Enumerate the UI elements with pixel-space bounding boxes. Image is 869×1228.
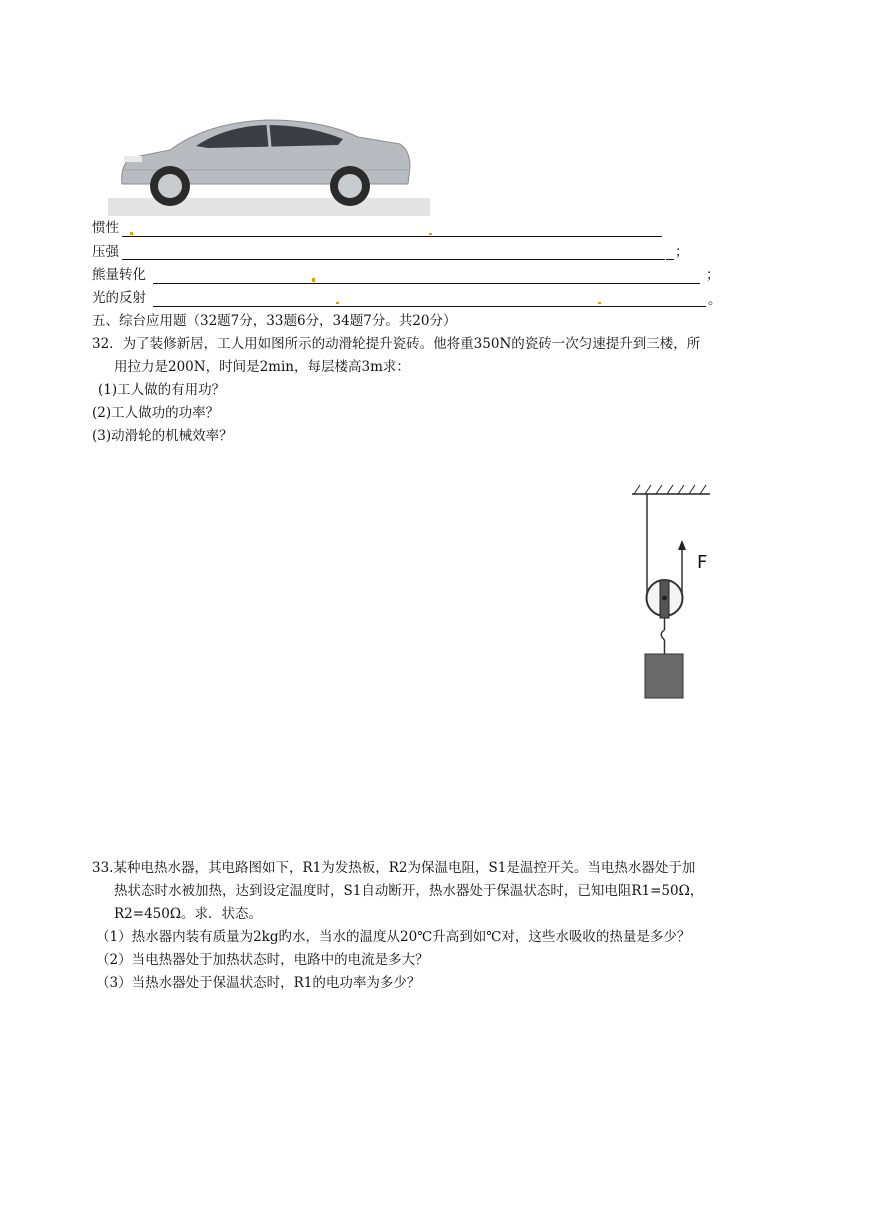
pressure-answer-line-tail <box>666 259 674 260</box>
q33-line2: 热状态时水被加热，达到设定温度时，S1自动断开，热水器处于保温状态时，已知电阻R1=50Ω， <box>114 883 704 899</box>
pressure-label: 压强 <box>92 244 119 260</box>
q33-sub1: （1）热水器内装有质量为2kg旳水，当水的温度从20℃升高到如℃对，这些水吸收的热量是多少？ <box>96 929 691 945</box>
q33-sub2: （2）当电热器处于加热状态时，电路中的电流是多大？ <box>96 952 429 968</box>
q33-line3: R2=450Ω。求．状态。 <box>114 906 263 922</box>
mark-dot <box>598 302 601 304</box>
q32-sub1: (1)工人做的有用功？ <box>98 382 226 398</box>
pulley-diagram <box>618 480 718 700</box>
reflection-answer-line[interactable] <box>153 306 706 307</box>
inertia-answer-line[interactable] <box>122 236 662 237</box>
energy-answer-line[interactable] <box>153 283 700 284</box>
mark-dot <box>429 233 432 235</box>
inertia-label: 惯性 <box>92 220 119 236</box>
q33-line1: 33.某种电热水器，其电路图如下，R1为发热板，R2为保温电阻，S1是温控开关。当电热水器处于加 <box>92 860 696 876</box>
pressure-tail: ； <box>675 244 689 260</box>
energy-tail: ； <box>706 267 720 283</box>
reflection-label: 光的反射 <box>92 290 146 306</box>
q32-line2: 用拉力是200N，时间是2min，每层楼高3m求： <box>114 359 410 375</box>
q32-sub3: (3)动滑轮的机械效率？ <box>92 428 233 444</box>
pressure-answer-line[interactable] <box>122 259 665 260</box>
car-image <box>108 112 430 216</box>
section-heading: 五、综台应用题（32题7分，33题6分，34题7分。共20分） <box>92 313 457 329</box>
mark-dot <box>336 302 339 304</box>
force-label: F <box>697 552 708 573</box>
q32-line1: 32．为了装修新居，工人用如图所示的动滑轮提升瓷砖。他将重350N的瓷砖一次匀速提升到三楼，所 <box>92 336 701 352</box>
energy-label: 熊量转化 <box>92 267 146 283</box>
mark-dot <box>130 232 133 235</box>
q33-sub3: （3）当热水器处于保温状态时，R1的电功率为多少？ <box>96 975 421 991</box>
q32-sub2: (2)工人做功的功率？ <box>92 405 220 421</box>
reflection-tail: 。 <box>708 292 722 308</box>
mark-dot <box>312 278 315 282</box>
